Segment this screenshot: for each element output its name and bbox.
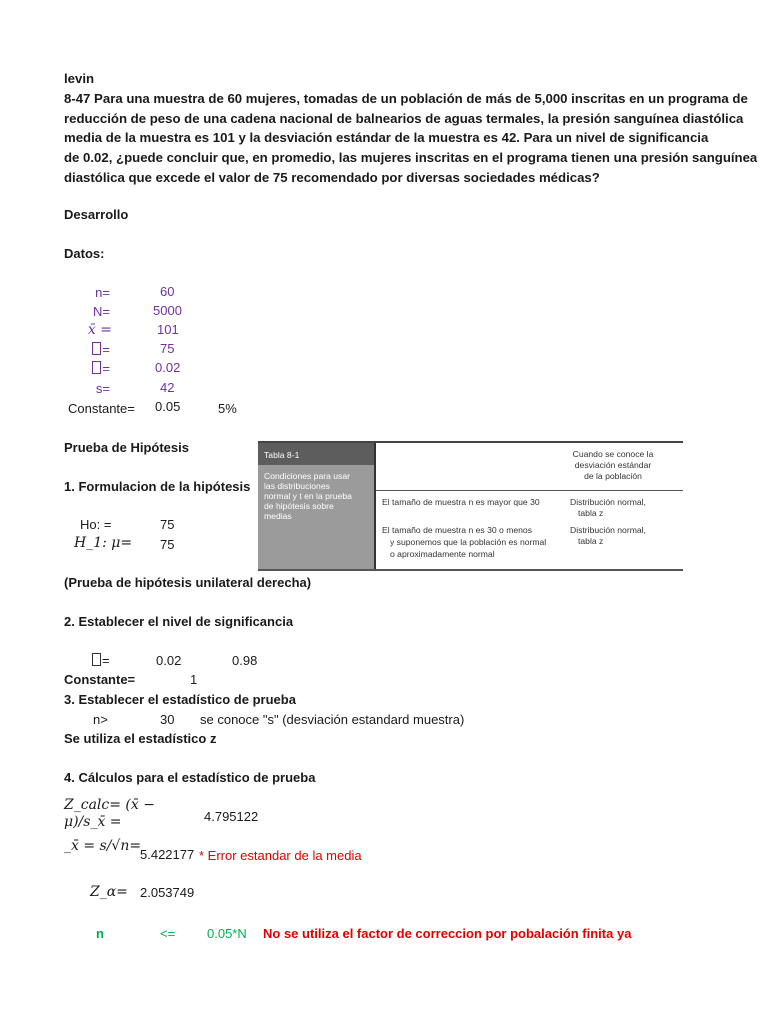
table-vertical-rule	[374, 443, 376, 569]
step2-constante-label: Constante=	[64, 672, 136, 687]
zcalc-formula-line1: Z_calc= (x̄ −	[64, 797, 155, 813]
table-bottom-rule	[258, 569, 683, 571]
datos-label-s: s=	[95, 381, 110, 396]
prueba-heading: Prueba de Hipótesis	[64, 440, 189, 455]
table-row2-condition: El tamaño de muestra n es 30 o menos	[382, 525, 532, 535]
datos-label-alpha: =	[60, 361, 110, 376]
datos-label-N: N=	[93, 304, 110, 319]
h0-label: Ho: =	[80, 517, 112, 532]
zcalc-formula-line2: μ)/s_x̄ =	[64, 814, 122, 830]
desarrollo-heading: Desarrollo	[64, 207, 129, 222]
problem-line: de 0.02, ¿puede concluir que, en promedio, las mujeres inscritas en el programa tienen una presión sanguínea	[64, 150, 758, 166]
fpc-fraction: 0.05*N	[207, 926, 247, 941]
standard-error-value: 5.422177	[140, 847, 195, 862]
table-column-header: de la población	[584, 471, 642, 481]
table-side-line: de hipótesis sobre	[264, 501, 334, 511]
datos-value-alpha: 0.02	[155, 360, 181, 375]
constante-label: Constante=	[68, 401, 135, 416]
standard-error-formula: _x̄ = s/√n=	[64, 838, 142, 854]
table-side-line: medias	[264, 511, 292, 521]
table-row1-result: Distribución normal,	[570, 497, 646, 507]
fpc-note: No se utiliza el factor de correccion por pobalación finita ya	[263, 926, 632, 941]
table-side-line: Condiciones para usar	[264, 471, 350, 481]
alpha-label: =	[92, 653, 110, 668]
table-8-1-image	[258, 441, 683, 571]
standard-error-note: * Error estandar de la media	[199, 848, 362, 863]
alpha-complement: 0.98	[232, 653, 258, 668]
table-header-rule	[376, 490, 683, 491]
step3-note: se conoce "s" (desviación estandard muestra)	[200, 712, 465, 727]
step3-n-value: 30	[160, 712, 175, 727]
author-label: levin	[64, 71, 95, 86]
z-alpha-value: 2.053749	[140, 885, 195, 900]
problem-line: 8-47 Para una muestra de 60 mujeres, tomadas de un población de más de 5,000 inscritas en un programa de	[64, 90, 748, 106]
table-row2-result: Distribución normal,	[570, 525, 646, 535]
table-column-header: desviación estándar	[574, 460, 652, 470]
h0-value: 75	[160, 517, 175, 532]
step3-conclusion: Se utiliza el estadístico z	[64, 731, 217, 746]
missing-glyph-icon	[92, 653, 101, 666]
problem-line: reducción de peso de una cadena nacional de balnearios de aguas termales, la presión sanguínea diastólica	[64, 110, 744, 126]
datos-label-xbar: x̄ =	[87, 322, 112, 338]
table-side-line: las distribuciones	[264, 481, 330, 491]
table-row1-condition: El tamaño de muestra n es mayor que 30	[382, 497, 540, 507]
table-row1-result: tabla z	[578, 508, 604, 518]
h1-label: H_1: μ=	[74, 535, 133, 551]
datos-label-mu: =	[60, 342, 110, 357]
table-column-header: Cuando se conoce la	[572, 449, 654, 459]
datos-value-xbar: 101	[157, 322, 179, 337]
problem-line: diastólica que excede el valor de 75 recomendado por diversas sociedades médicas?	[64, 169, 600, 185]
datos-value-N: 5000	[153, 303, 182, 318]
datos-value-n: 60	[160, 284, 175, 299]
table-side-line: normal y t en la prueba	[264, 491, 352, 501]
step3-heading: 3. Establecer el estadístico de prueba	[64, 692, 296, 707]
constante-percent: 5%	[218, 401, 237, 416]
step4-heading: 4. Cálculos para el estadístico de prueba	[64, 770, 316, 785]
datos-value-s: 42	[160, 380, 175, 395]
datos-value-mu: 75	[160, 341, 175, 356]
table-row2-condition: o aproximadamente normal	[390, 549, 495, 559]
problem-line: media de la muestra es 101 y la desviación estándar de la muestra es 42. Para un nivel de significancia	[64, 130, 709, 146]
hypothesis-type-note: (Prueba de hipótesis unilateral derecha)	[64, 575, 312, 590]
step2-heading: 2. Establecer el nivel de significancia	[64, 614, 294, 629]
table-row2-condition: y suponemos que la población es normal	[390, 537, 547, 547]
table-title: Tabla 8-1	[264, 450, 300, 460]
constante-value: 0.05	[155, 399, 181, 414]
problem-statement	[64, 69, 758, 188]
missing-glyph-icon	[92, 361, 101, 374]
step2-constante-value: 1	[190, 672, 198, 687]
table-row2-result: tabla z	[578, 536, 604, 546]
zcalc-value: 4.795122	[204, 809, 259, 824]
datos-heading: Datos:	[64, 246, 105, 261]
datos-label-n: n=	[95, 285, 110, 300]
missing-glyph-icon	[92, 342, 101, 355]
z-alpha-label: Z_α=	[90, 884, 128, 900]
h1-value: 75	[160, 537, 175, 552]
fpc-le-symbol: <=	[160, 926, 176, 941]
step3-n-label: n>	[93, 712, 108, 727]
step1-heading: 1. Formulacion de la hipótesis	[64, 479, 251, 494]
alpha-value: 0.02	[156, 653, 182, 668]
fpc-n-label: n	[96, 926, 104, 941]
